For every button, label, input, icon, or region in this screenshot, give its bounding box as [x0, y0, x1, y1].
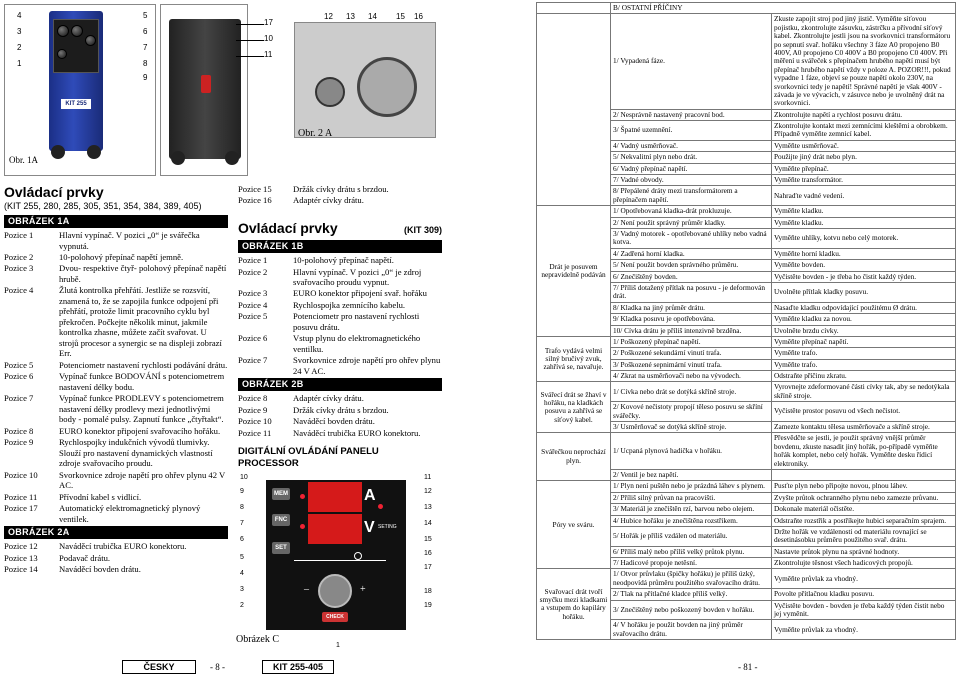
rear-wheel-left-image — [171, 151, 185, 165]
position-text: Automatický elektromagnetický plynový ventilek. — [59, 503, 201, 524]
remedy-cell: Uvolněte brzdu cívky. — [772, 325, 956, 336]
table-row — [537, 336, 956, 347]
position-item — [238, 355, 442, 376]
remedy-cell: Vyměňte bovden. — [772, 260, 956, 271]
items-2a-list — [4, 541, 228, 574]
troubleshooting-table — [536, 2, 956, 640]
position-item — [4, 371, 228, 392]
position-text: 10-polohový přepínač napětí. — [293, 255, 394, 266]
position-item — [238, 300, 442, 310]
photo-2a — [294, 22, 436, 138]
cause-cell: 3/ Špatné uzemnění. — [611, 121, 772, 141]
position-label: Pozice 10 — [238, 416, 272, 427]
rear-wheel-right-image — [225, 151, 239, 165]
remedy-cell: Držte hořák ve vzdálenosti od materiálu rovnající se desetinásobku průměru použitého svař. drátu. — [772, 526, 956, 546]
position-text: Vypínač funkce PRODLEVY s potenciometrem nastavení délky prodlevy mezi jednotlivými body - pomalé pulsy. Zapnutí funkce „čtyřtakt“. — [59, 393, 224, 425]
position-item — [4, 553, 228, 563]
position-text: Naváděcí trubička EURO konektoru. — [59, 541, 187, 552]
led-2 — [300, 524, 305, 529]
fine-voltage-knob-image — [71, 25, 83, 37]
cause-cell: 2/ Kovové nečistoty propojí těleso posuvu se skříní svářečky. — [611, 402, 772, 422]
items-2b-list — [238, 393, 442, 438]
callout-c-6: 6 — [240, 536, 244, 543]
position-label: Pozice 11 — [238, 427, 272, 438]
spool-holder-image — [357, 57, 417, 117]
position-label: Pozice 17 — [4, 503, 38, 514]
figure-label-2a: Obr. 2 A — [298, 128, 333, 139]
remedy-cell: Zkontrolujte kontakt mezi zemnícími kleštěmi a obrobkem. Případně vyměňte zemnicí kabel. — [772, 121, 956, 141]
cause-cell: 5/ Nekvalitní plyn nebo drát. — [611, 152, 772, 163]
position-label: Pozice 6 — [238, 333, 268, 344]
position-item — [4, 263, 228, 284]
wire-speed-knob-image — [85, 35, 96, 46]
remedy-cell: Vyčistěte bovden - bovden je třeba každý týden čistit nebo jej vyměnit. — [772, 600, 956, 620]
cause-cell: 3/ Poškozené sepnimární vinutí trafa. — [611, 359, 772, 370]
position-text: Přívodní kabel s vidlicí. — [59, 491, 142, 502]
volt-display — [308, 514, 362, 544]
table-header: B/ OSTATNÍ PŘÍČINY — [611, 3, 956, 14]
fault-group-cell — [537, 14, 611, 206]
cause-cell: 2/ Poškozené sekundární vinutí trafa. — [611, 348, 772, 359]
position-text: Podavač drátu. — [59, 552, 111, 563]
callout-c-3: 3 — [240, 586, 244, 593]
cause-cell: 6/ Znečištěný bovden. — [611, 271, 772, 282]
position-label: Pozice 16 — [238, 195, 272, 206]
position-item — [4, 492, 228, 502]
cause-cell: 9/ Kladka posuvu je opotřebována. — [611, 314, 772, 325]
remedy-cell: Vyměňte transformátor. — [772, 175, 956, 186]
digital-panel-title: DIGITÁLNÍ OVLÁDÁNÍ PANELU PROCESSOR — [238, 446, 379, 469]
position-label: Pozice 1 — [238, 255, 268, 266]
remedy-cell: Vyměňte usměrňovač. — [772, 140, 956, 151]
callout-c-4: 4 — [240, 570, 244, 577]
table-row — [537, 481, 956, 492]
table-row — [537, 382, 956, 402]
remedy-cell: Vyrovnejte zdeformované části cívky tak, aby se nedotýkala skříně stroje. — [772, 382, 956, 402]
position-item — [4, 230, 228, 251]
cause-cell: 2/ Nesprávně nastavený pracovní bod. — [611, 109, 772, 120]
fault-group-cell: Trafo vydává velmi silný bručivý zvuk, zahřívá se, navařuje. — [537, 336, 611, 382]
cause-cell: 4/ Hubice hořáku je znečištěna rozstřikem. — [611, 515, 772, 526]
position-item — [238, 405, 442, 415]
callout-c-11: 11 — [424, 474, 432, 481]
rear-wheel-image — [87, 145, 101, 159]
volt-label: V — [364, 519, 375, 536]
cause-cell: 2/ Není použit správný průměr kladky. — [611, 217, 772, 228]
cause-cell: 3/ Znečištěný nebo poškozený bovden v hořáku. — [611, 600, 772, 620]
cause-cell: 3/ Vadný motorek - opotřebované uhlíky nebo vadná kotva. — [611, 228, 772, 248]
position-item — [238, 288, 442, 298]
callout-c-13: 13 — [424, 504, 432, 511]
remedy-cell: Vyměňte průvlak za vhodný. — [772, 620, 956, 640]
table-row — [537, 14, 956, 109]
position-label: Pozice 12 — [4, 541, 38, 552]
remedy-cell: Použijte jiný drát nebo plyn. — [772, 152, 956, 163]
position-text: Hlavní vypínač. V pozici „0“ je svářečka vypnutá. — [59, 230, 200, 251]
photo-rear — [160, 4, 248, 176]
cause-cell: 7/ Hadicové propoje netěsní. — [611, 558, 772, 569]
remedy-cell: Pusťte plyn nebo připojte novou, plnou láhev. — [772, 481, 956, 492]
cause-cell: 5/ Není použit bovden správného průměru. — [611, 260, 772, 271]
callout-1: 1 — [17, 59, 22, 68]
callout-3: 3 — [17, 27, 22, 36]
position-text: Naváděcí trubička EURO konektoru. — [293, 427, 421, 438]
check-button: CHECK — [322, 612, 348, 622]
cause-cell: 1/ Ucpaná plynová hadička v hořáku. — [611, 433, 772, 470]
section-title-mid: Ovládací prvky — [238, 219, 338, 236]
figure-label-1a: Obr. 1A — [9, 155, 38, 165]
items-1b-list — [238, 255, 442, 376]
callout-c-18: 18 — [424, 588, 432, 595]
position-text: Svorkovnice zdroje napětí pro ohřev plynu 42 V AC. — [59, 469, 226, 491]
remedy-cell: Vyměňte trafo. — [772, 348, 956, 359]
cause-cell: 4/ Zkrat na usměrňovači nebo na vývodech. — [611, 371, 772, 382]
footer-model: KIT 255-405 — [262, 660, 334, 674]
cause-cell: 8/ Kladka na jiný průměr drátu. — [611, 302, 772, 313]
position-text: EURO konektor připojení svařovacího hořáku. — [59, 425, 221, 436]
led-3 — [378, 504, 383, 509]
remedy-cell: Uvolněte přítlak kladky posuvu. — [772, 282, 956, 302]
cause-cell: 1/ Otvor průvlaku (špičky hořáku) je příliš úzký, neodpovídá průměru použitého svařovacího drátu. — [611, 569, 772, 589]
position-label: Pozice 3 — [238, 288, 268, 299]
set-button: SET — [272, 542, 290, 554]
gas-bottle-image — [201, 75, 211, 93]
cause-cell: 1/ Poškozený přepínač napětí. — [611, 336, 772, 347]
position-text: Potenciometr nastavení rychlosti podávání drátu. — [59, 359, 228, 370]
table-row — [537, 433, 956, 470]
footer-lang: ČESKY — [122, 660, 196, 674]
callout-13: 13 — [346, 12, 355, 21]
position-item — [4, 393, 228, 424]
callout-c-12: 12 — [424, 488, 432, 495]
position-item — [238, 393, 442, 403]
position-text: Hlavní vypínač. V pozici „0“ je zdroj svařovacího proudu vypnut. — [293, 266, 422, 287]
remedy-cell: Vyměňte uhlíky, kotvu nebo celý motorek. — [772, 228, 956, 248]
position-label: Pozice 5 — [238, 311, 268, 322]
fault-group-cell: Drát je posuvem nepravidelně podáván — [537, 206, 611, 337]
amp-label: A — [364, 487, 376, 504]
section-model-mid: (KIT 309) — [403, 224, 442, 235]
remedy-cell: Vyměňte kladku. — [772, 206, 956, 217]
remedy-cell: Nahraďte vadné vedení. — [772, 186, 956, 206]
remedy-cell: Vyčistěte bovden - je třeba ho čistit každý týden. — [772, 271, 956, 282]
section-models: (KIT 255, 280, 285, 305, 351, 354, 384, 389, 405) — [4, 201, 202, 212]
position-item — [238, 416, 442, 426]
remedy-cell: Zkontrolujte napětí a rychlost posuvu drátu. — [772, 109, 956, 120]
remedy-cell: Vyměňte kladku. — [772, 217, 956, 228]
mode-icon-row — [294, 560, 386, 566]
cause-cell: 1/ Cívka nebo drát se dotýká skříně stroje. — [611, 382, 772, 402]
position-item — [238, 428, 442, 438]
callout-5: 5 — [143, 11, 148, 20]
callout-c-8: 8 — [240, 504, 244, 511]
position-label: Pozice 9 — [238, 404, 268, 415]
callout-11: 11 — [264, 50, 273, 59]
cause-cell: 6/ Příliš malý nebo příliš velký průtok plynu. — [611, 546, 772, 557]
cause-cell: 8/ Přepálené dráty mezi transformátorem a přepínačem napětí. — [611, 186, 772, 206]
position-label: Pozice 1 — [4, 230, 34, 241]
position-label: Pozice 11 — [4, 491, 38, 502]
position-text: Držák cívky drátu s brzdou. — [293, 404, 389, 415]
position-item — [238, 267, 442, 288]
position-item — [4, 541, 228, 551]
table-row — [537, 569, 956, 589]
gas-icon — [354, 552, 362, 560]
middle-column — [238, 184, 442, 469]
band-1a: OBRÁZEK 1A — [4, 215, 228, 228]
cause-cell: 7/ Příliš dotažený přítlak na posuvu - je deformován drát. — [611, 282, 772, 302]
section-title-left: Ovládací prvky — [4, 184, 104, 200]
position-text: 10-polohový přepínač napětí jemně. — [59, 251, 184, 262]
cause-cell: 10/ Cívka drátu je příliš intenzivně brzděna. — [611, 325, 772, 336]
band-1b: OBRÁZEK 1B — [238, 240, 442, 253]
callout-c-7: 7 — [240, 520, 244, 527]
cause-cell: 2/ Ventil je bez napětí. — [611, 469, 772, 480]
cause-cell: 2/ Tlak na přítlačné kladce příliš velký. — [611, 589, 772, 600]
position-label: Pozice 2 — [238, 266, 268, 277]
position-label: Pozice 6 — [4, 371, 34, 382]
items-top-list — [238, 184, 442, 206]
position-label: Pozice 7 — [4, 393, 34, 404]
position-item — [238, 311, 442, 332]
cause-cell: 4/ Zadřená horní kladka. — [611, 248, 772, 259]
callout-c-2: 2 — [240, 602, 244, 609]
callout-9: 9 — [143, 73, 148, 82]
position-label: Pozice 14 — [4, 564, 38, 575]
cause-cell: 1/ Plyn není puštěn nebo je prázdná láhev s plynem. — [611, 481, 772, 492]
position-label: Pozice 5 — [4, 359, 34, 370]
position-text: Dvou- respektive čtyř- polohový přepínač napětí hrubě. — [59, 263, 227, 284]
cause-cell: 5/ Hořák je příliš vzdálen od materiálu. — [611, 526, 772, 546]
remedy-cell: Vyměňte horní kladku. — [772, 248, 956, 259]
position-text: Rychlospojka zemnícího kabelu. — [293, 299, 406, 310]
cause-cell: 7/ Vadné obvody. — [611, 175, 772, 186]
callout-2: 2 — [17, 43, 22, 52]
fault-group-cell: Svařovací drát tvoří smyčku mezi kladkami a vstupem do kapiláry hořáku. — [537, 569, 611, 640]
remedy-cell — [772, 469, 956, 480]
callout-c-9: 9 — [240, 488, 244, 495]
position-item — [4, 437, 228, 468]
position-item — [4, 470, 228, 491]
position-text: Potenciometr pro nastavení rychlosti posuvu drátu. — [293, 311, 420, 332]
position-text: Adaptér cívky drátu. — [293, 393, 364, 404]
position-label: Pozice 4 — [238, 299, 268, 310]
remedy-cell: Nastavte průtok plynu na správné hodnoty. — [772, 546, 956, 557]
mem-button: MEM — [272, 488, 290, 500]
remedy-cell: Přesvědčte se jestli, je použit správný vnější průměr bovdenu, zkuste nasadit jiný hořák, po-případě vyměňte hořák komplet, nebo celý hořák. Vyměňte desku řídicí elektroniky. — [772, 433, 956, 470]
wire-feeder-image — [315, 77, 345, 107]
position-item — [238, 195, 442, 205]
callout-c-17: 17 — [424, 564, 432, 571]
table-row — [537, 206, 956, 217]
position-label: Pozice 8 — [238, 393, 268, 404]
cause-cell: 1/ Opotřebovaná kladka-drát prokluzuje. — [611, 206, 772, 217]
troubleshooting-table-wrap — [536, 2, 956, 640]
callout-6: 6 — [143, 27, 148, 36]
position-item — [4, 426, 228, 436]
remedy-cell: Zkuste zapojit stroj pod jiný jistič. Vyměňte síťovou pojistku, zkontrolujte zásuvku, zástrčku a přívodní síťový kabel. Zkontrolujte jestli jsou na svorkovnici transformátoru po sepnutí svař. hořáku všechny 3 fáze A0 propojeno B0 400V, A0 propojeno C0 400V a B0 propojeno C0 400V. Při měření u svářeček s přepínačem hrubého napětí musí být přepínač hrubého napětí vždy v poloze A. POZOR!!!, pokud vypadne 1 fáze, objeví se pouze napětí okolo 230V, na svorkovnici tedy je napětí! Správné napětí je však 400V - závada je ve vývacích, v zásuvce nebo je uvolněný drát na svorkovnici. — [772, 14, 956, 109]
callout-c-1: 1 — [336, 642, 340, 649]
remedy-cell: Zvyšte průtok ochranného plynu nebo zamezte průvanu. — [772, 492, 956, 503]
cause-cell: 6/ Vadný přepínač napětí. — [611, 163, 772, 174]
position-text: Naváděcí bovden drátu. — [293, 416, 375, 427]
position-item — [238, 184, 442, 194]
callout-c-5: 5 — [240, 554, 244, 561]
band-2a: OBRÁZEK 2A — [4, 526, 228, 539]
callout-c-14: 14 — [424, 520, 432, 527]
position-item — [238, 255, 442, 265]
photo-1a — [4, 4, 156, 176]
position-text: Naváděcí bovden drátu. — [59, 564, 141, 575]
position-text: Žlutá kontrolka přehřátí. Jestliže se rozsvítí, znamená to, že se zapojila funkce odpojení při přehřátí, protože limit pracovního cyklu byl překročen. Počkejte několik minut, jakmile kontrolka zhasne, můžete začít svařovat. U strojů procesor a synergic se na displeji zobrazí Err. — [59, 285, 222, 359]
callout-8: 8 — [143, 59, 148, 68]
fault-group-cell: Svářečkou neprochází plyn. — [537, 433, 611, 481]
position-label: Pozice 8 — [4, 425, 34, 436]
callout-15: 15 — [396, 12, 405, 21]
position-label: Pozice 15 — [238, 184, 272, 194]
remedy-cell: Vyměňte kladku za novou. — [772, 314, 956, 325]
remedy-cell: Zamezte kontaktu tělesa usměrňovače a skříně stroje. — [772, 422, 956, 433]
callout-10: 10 — [264, 34, 273, 43]
cause-cell: 2/ Příliš silný průvan na pracovišti. — [611, 492, 772, 503]
band-2b: OBRÁZEK 2B — [238, 378, 442, 391]
position-label: Pozice 9 — [4, 437, 34, 448]
position-label: Pozice 3 — [4, 263, 34, 274]
callout-c-16: 16 — [424, 550, 432, 557]
left-column — [4, 184, 228, 576]
figure-label-c: Obrázek C — [236, 634, 280, 645]
callout-14: 14 — [368, 12, 377, 21]
fault-group-cell: Svářecí drát se žhaví v hořáku, na kladkách posuvu a zahřívá se síťový kabel. — [537, 382, 611, 433]
position-item — [238, 333, 442, 354]
position-item — [4, 360, 228, 370]
remedy-cell: Vyměňte přepínač. — [772, 163, 956, 174]
position-text: Adaptér cívky drátu. — [293, 195, 364, 206]
remedy-cell: Odstraňte příčinu zkratu. — [772, 371, 956, 382]
position-item — [4, 285, 228, 358]
position-item — [4, 564, 228, 574]
footer-page-right: - 81 - — [738, 662, 758, 672]
remedy-cell: Vyměňte trafo. — [772, 359, 956, 370]
encoder-knob — [318, 574, 352, 608]
position-text: EURO konektor připojení svař. hořáku — [293, 288, 427, 299]
remedy-cell: Povolte přítlačnou kladku posuvu. — [772, 589, 956, 600]
control-panel-diagram — [236, 474, 442, 654]
fnc-button: FNC — [272, 514, 290, 526]
position-text: Svorkovnice zdroje napětí pro ohřev plynu 24 V AC. — [293, 355, 441, 376]
plus-label: + — [360, 584, 366, 595]
footer-page-left: - 8 - — [210, 662, 225, 672]
position-text: Rychlospojky indukčních vývodů tlumivky. Slouží pro nastavení dynamických vlastností zdroje svařovacího proudu. — [59, 437, 213, 469]
remedy-cell: Nasaďte kladku odpovídající použitému Ø drátu. — [772, 302, 956, 313]
position-text: Držák cívky drátu s brzdou. — [293, 184, 389, 194]
table-header-row — [537, 3, 956, 14]
callout-7: 7 — [143, 43, 148, 52]
led-1 — [300, 494, 305, 499]
position-label: Pozice 2 — [4, 251, 34, 262]
callout-16: 16 — [414, 12, 423, 21]
cause-cell: 3/ Usměrňovač se dotýká skříně stroje. — [611, 422, 772, 433]
cause-cell: 4/ Vadný usměrňovač. — [611, 140, 772, 151]
callout-c-19: 19 — [424, 602, 432, 609]
remedy-cell: Zkontrolujte těsnost všech hadicových propojů. — [772, 558, 956, 569]
remedy-cell: Vyměňte přepínač napětí. — [772, 336, 956, 347]
front-wheel-image — [51, 145, 65, 159]
fault-group-cell: Póry ve sváru. — [537, 481, 611, 569]
callout-4: 4 — [17, 11, 22, 20]
minus-label: – — [304, 584, 309, 595]
position-label: Pozice 10 — [4, 469, 38, 480]
setting-label: SETING — [378, 524, 397, 530]
cause-cell: 1/ Vypadená fáze. — [611, 14, 772, 109]
items-1a-list — [4, 230, 228, 524]
cause-cell: 3/ Materiál je znečištěn rzí, barvou nebo olejem. — [611, 504, 772, 515]
remedy-cell: Vyměňte průvlak za vhodný. — [772, 569, 956, 589]
callout-c-15: 15 — [424, 536, 432, 543]
position-text: Vstup plynu do elektromagnetického ventilku. — [293, 333, 421, 354]
callout-c-10: 10 — [240, 474, 248, 481]
model-badge: KIT 255 — [61, 99, 91, 109]
position-item — [4, 252, 228, 262]
position-label: Pozice 7 — [238, 355, 268, 366]
position-label: Pozice 4 — [4, 285, 34, 296]
position-label: Pozice 13 — [4, 552, 38, 563]
remedy-cell: Vyčistěte prostor posuvu od všech nečistot. — [772, 402, 956, 422]
amp-display — [308, 482, 362, 512]
main-switch-image — [57, 49, 67, 59]
position-text: Vypínač funkce BODOVÁNÍ s potenciometrem nastavení délky bodu. — [59, 371, 225, 392]
callout-17: 17 — [264, 18, 273, 27]
remedy-cell: Odstraňte rozstřik a postříkejte hubici separačním sprajem. — [772, 515, 956, 526]
voltage-knob-image — [57, 25, 69, 37]
remedy-cell: Dokonale materiál očistěte. — [772, 504, 956, 515]
cause-cell: 4/ V hořáku je použit bovden na jiný průměr svařovacího drátu. — [611, 620, 772, 640]
position-item — [4, 503, 228, 524]
callout-12: 12 — [324, 12, 333, 21]
